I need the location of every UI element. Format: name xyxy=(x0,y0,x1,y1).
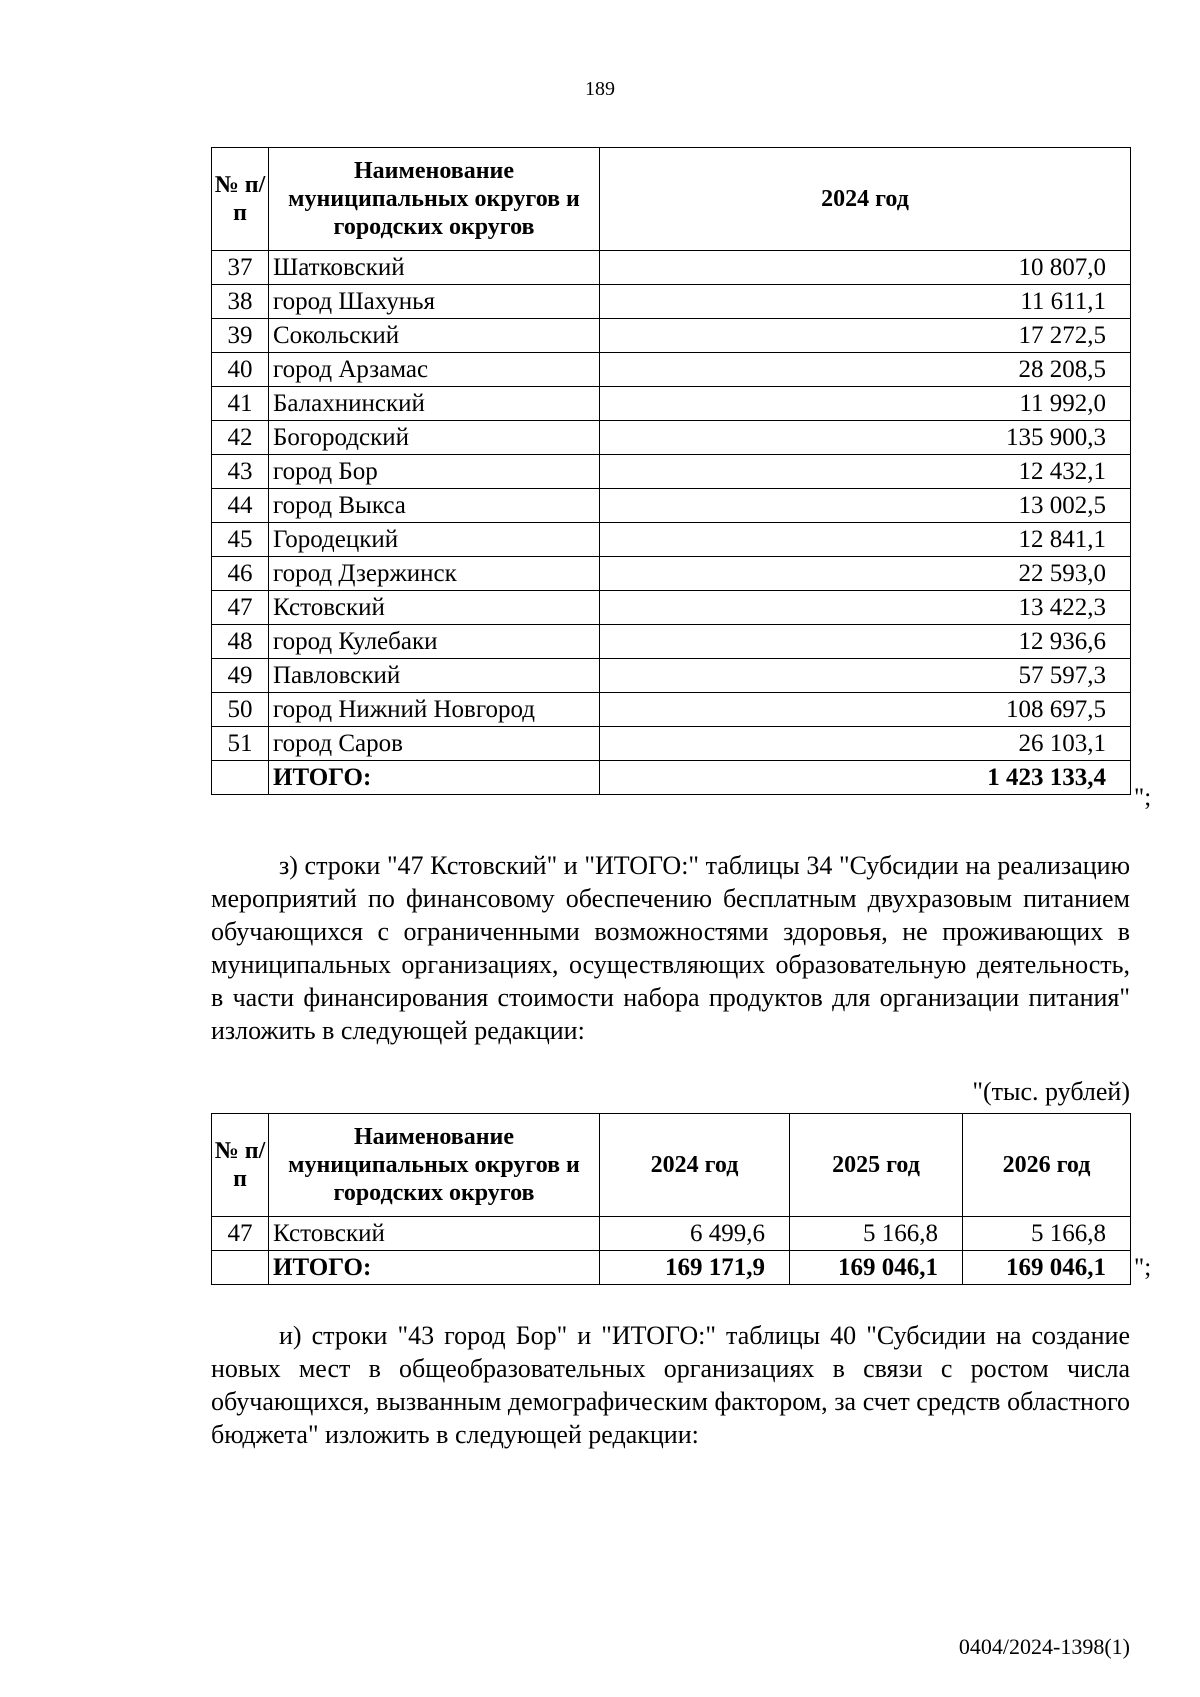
table-row xyxy=(212,523,1131,557)
row-name: Павловский xyxy=(269,659,600,693)
row-num: 46 xyxy=(212,557,269,591)
table-row xyxy=(212,727,1131,761)
row-num: 38 xyxy=(212,285,269,319)
row-2024: 10 807,0 xyxy=(600,251,1131,285)
row-name: город Арзамас xyxy=(269,353,600,387)
t2-total-2026: 169 046,1 xyxy=(963,1251,1131,1285)
row-num: 42 xyxy=(212,421,269,455)
row-num: 43 xyxy=(212,455,269,489)
row-2024: 13 422,3 xyxy=(600,591,1131,625)
t2-total-2024: 169 171,9 xyxy=(600,1251,790,1285)
document-code: 0404/2024-1398(1) xyxy=(958,1634,1130,1659)
t2-col-header-2026: 2026 год xyxy=(963,1114,1131,1217)
table-row xyxy=(212,353,1131,387)
paragraph-i: и) строки "43 город Бор" и "ИТОГО:" таблицы 40 "Субсидии на создание новых мест в общеобразовательных организациях в связи с ростом числа обучающихся, вызванным демографическим фактором, за счет средств областного бюджета" изложить в следующей редакции: xyxy=(211,1321,1130,1449)
row-num: 41 xyxy=(212,387,269,421)
table-row xyxy=(212,319,1131,353)
row-name: Городецкий xyxy=(269,523,600,557)
total-num xyxy=(212,761,269,795)
row-num: 37 xyxy=(212,251,269,285)
row-num: 49 xyxy=(212,659,269,693)
row-name: Кстовский xyxy=(269,1217,600,1251)
row-name: город Кулебаки xyxy=(269,625,600,659)
paragraph-z: з) строки "47 Кстовский" и "ИТОГО:" таблицы 34 "Субсидии на реализацию мероприятий по финансовому обеспечению бесплатным двухразовым питанием обучающихся с ограниченными возможностями здоровья, не проживающих в муниципальных организациях, осуществляющих образовательную деятельность, в части финансирования стоимости набора продуктов для организации питания" изложить в следующей редакции: xyxy=(211,851,1130,1045)
t2-total-2025: 169 046,1 xyxy=(790,1251,963,1285)
row-2024: 12 936,6 xyxy=(600,625,1131,659)
row-2025: 5 166,8 xyxy=(790,1217,963,1251)
table1-total-row xyxy=(212,761,1131,795)
table-row xyxy=(212,387,1131,421)
col-header-num: № п/п xyxy=(212,148,269,251)
table-row xyxy=(212,489,1131,523)
row-name: город Выкса xyxy=(269,489,600,523)
row-2026: 5 166,8 xyxy=(963,1217,1131,1251)
row-num: 47 xyxy=(212,591,269,625)
subsidy-table-2024 xyxy=(211,147,1131,795)
table-row xyxy=(212,1217,1131,1251)
row-2024: 57 597,3 xyxy=(600,659,1131,693)
table-row xyxy=(212,659,1131,693)
row-num: 48 xyxy=(212,625,269,659)
row-num: 44 xyxy=(212,489,269,523)
subsidy-table-2024-2026 xyxy=(211,1113,1131,1285)
row-2024: 13 002,5 xyxy=(600,489,1131,523)
units-label: "(тыс. рублей) xyxy=(972,1077,1130,1106)
row-2024: 12 841,1 xyxy=(600,523,1131,557)
page-number: 189 xyxy=(585,78,615,100)
row-2024: 22 593,0 xyxy=(600,557,1131,591)
t2-col-header-num: № п/п xyxy=(212,1114,269,1217)
t2-col-header-2025: 2025 год xyxy=(790,1114,963,1217)
row-2024: 28 208,5 xyxy=(600,353,1131,387)
table-row xyxy=(212,625,1131,659)
row-num: 47 xyxy=(212,1217,269,1251)
row-name: город Нижний Новгород xyxy=(269,693,600,727)
table2-end-mark: "; xyxy=(1134,1254,1152,1281)
t2-total-label: ИТОГО: xyxy=(269,1251,600,1285)
row-2024: 17 272,5 xyxy=(600,319,1131,353)
table-row xyxy=(212,251,1131,285)
total-2024: 1 423 133,4 xyxy=(600,761,1131,795)
row-num: 51 xyxy=(212,727,269,761)
row-name: Балахнинский xyxy=(269,387,600,421)
row-num: 40 xyxy=(212,353,269,387)
table-row xyxy=(212,285,1131,319)
table-row xyxy=(212,455,1131,489)
table-row xyxy=(212,557,1131,591)
row-2024: 12 432,1 xyxy=(600,455,1131,489)
table1-end-mark: "; xyxy=(1134,784,1152,811)
row-num: 50 xyxy=(212,693,269,727)
t2-col-header-2024: 2024 год xyxy=(600,1114,790,1217)
table1-body xyxy=(212,251,1131,761)
row-2024: 135 900,3 xyxy=(600,421,1131,455)
row-name: город Шахунья xyxy=(269,285,600,319)
total-label: ИТОГО: xyxy=(269,761,600,795)
t2-col-header-name: Наименование муниципальных округов и городских округов xyxy=(269,1114,600,1217)
table-row xyxy=(212,591,1131,625)
row-2024: 26 103,1 xyxy=(600,727,1131,761)
row-name: Сокольский xyxy=(269,319,600,353)
row-2024: 6 499,6 xyxy=(600,1217,790,1251)
row-name: Шатковский xyxy=(269,251,600,285)
row-2024: 11 992,0 xyxy=(600,387,1131,421)
row-2024: 11 611,1 xyxy=(600,285,1131,319)
row-name: город Саров xyxy=(269,727,600,761)
row-num: 39 xyxy=(212,319,269,353)
col-header-2024: 2024 год xyxy=(600,148,1131,251)
row-name: Богородский xyxy=(269,421,600,455)
row-num: 45 xyxy=(212,523,269,557)
t2-total-num xyxy=(212,1251,269,1285)
col-header-name: Наименование муниципальных округов и городских округов xyxy=(269,148,600,251)
row-2024: 108 697,5 xyxy=(600,693,1131,727)
table-row xyxy=(212,421,1131,455)
table-row xyxy=(212,693,1131,727)
row-name: Кстовский xyxy=(269,591,600,625)
table2-total-row xyxy=(212,1251,1131,1285)
row-name: город Бор xyxy=(269,455,600,489)
row-name: город Дзержинск xyxy=(269,557,600,591)
